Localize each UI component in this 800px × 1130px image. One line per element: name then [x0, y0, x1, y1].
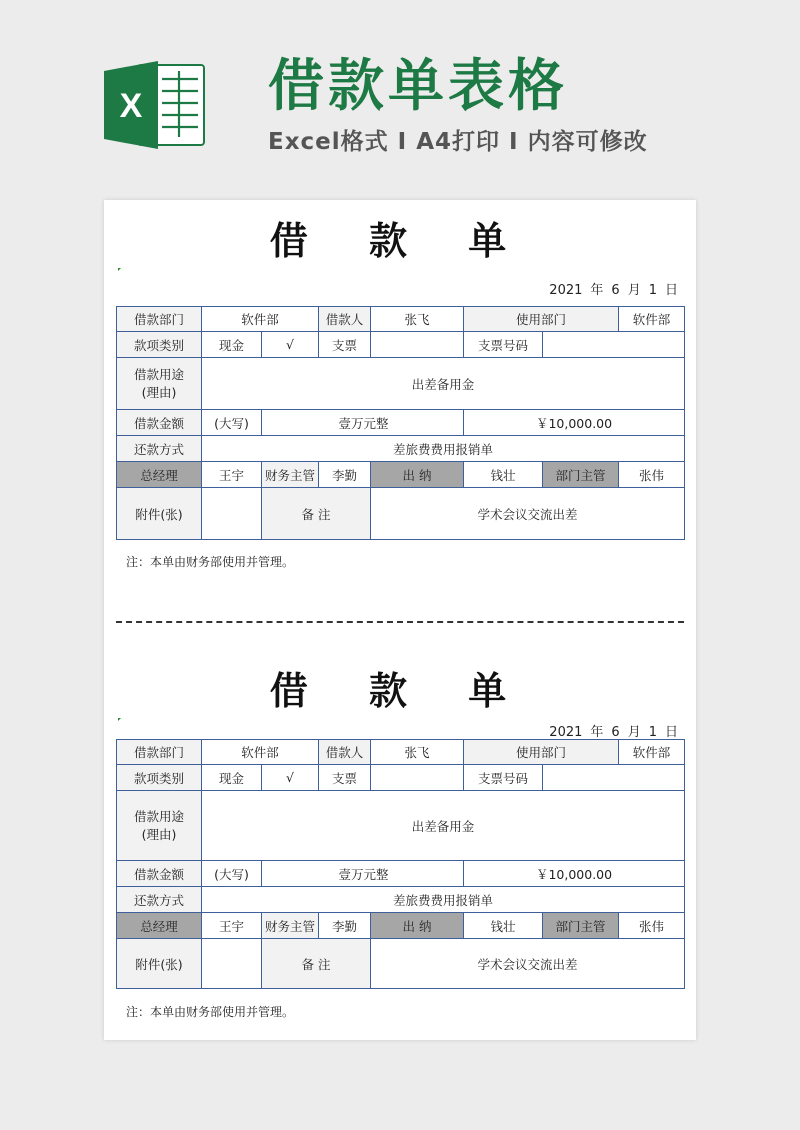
- repay-label: 还款方式: [117, 887, 202, 913]
- cashier-value[interactable]: 钱壮: [464, 462, 543, 488]
- use-dept-label: 使用部门: [464, 740, 619, 765]
- excel-logo-icon: [100, 57, 208, 153]
- borrower-value[interactable]: 张飞: [371, 740, 464, 765]
- finance-head-label: 财务主管: [262, 913, 319, 939]
- gm-value[interactable]: 王宇: [202, 913, 262, 939]
- gm-label: 总经理: [117, 913, 202, 939]
- borrower-value[interactable]: 张飞: [371, 307, 464, 332]
- finance-head-value[interactable]: 李勤: [319, 913, 371, 939]
- dept-head-label: 部门主管: [543, 913, 619, 939]
- cheque-label: 支票: [319, 765, 371, 791]
- attachments-label: 附件(张): [117, 939, 202, 989]
- purpose-value[interactable]: 出差备用金: [202, 791, 685, 861]
- form-title: 借 款 单: [269, 219, 531, 263]
- date-month: 6: [611, 725, 620, 740]
- cash-label: 现金: [202, 332, 262, 358]
- amount-value[interactable]: ￥10,000.00: [464, 410, 685, 436]
- dept-value[interactable]: 软件部: [202, 740, 319, 765]
- cell-corner-mark: [118, 718, 121, 721]
- purpose-value[interactable]: 出差备用金: [202, 358, 685, 410]
- banner-title: 借款单表格: [268, 54, 568, 119]
- date-year-unit: 年: [590, 283, 604, 298]
- borrower-label: 借款人: [319, 307, 371, 332]
- attachments-value[interactable]: [202, 939, 262, 989]
- dept-head-value[interactable]: 张伟: [619, 913, 685, 939]
- cash-check[interactable]: √: [262, 332, 319, 358]
- date-day-unit: 日: [664, 725, 678, 740]
- purpose-label: 借款用途 (理由): [117, 791, 202, 861]
- cell-corner-mark: [118, 268, 121, 271]
- use-dept-value[interactable]: 软件部: [619, 740, 685, 765]
- cheque-no-value[interactable]: [543, 332, 685, 358]
- amount-upper-value[interactable]: 壹万元整: [262, 861, 464, 887]
- paper-sheet: [104, 200, 696, 1040]
- form-note: 注：本单由财务部使用并管理。: [126, 555, 295, 569]
- cheque-no-label: 支票号码: [464, 765, 543, 791]
- type-label: 款项类别: [117, 332, 202, 358]
- date-day: 1: [648, 283, 657, 298]
- form-note: 注：本单由财务部使用并管理。: [126, 1005, 295, 1019]
- date-year: 2021: [549, 725, 583, 740]
- amount-value[interactable]: ￥10,000.00: [464, 861, 685, 887]
- remark-label: 备 注: [262, 939, 371, 989]
- date-day-unit: 日: [664, 283, 678, 298]
- date-line: [541, 721, 678, 740]
- cheque-check[interactable]: [371, 332, 464, 358]
- date-year: 2021: [549, 283, 583, 298]
- logo-letter: X: [119, 87, 143, 125]
- form-title: 借 款 单: [269, 669, 531, 713]
- cashier-label: 出 纳: [371, 462, 464, 488]
- date-month: 6: [611, 283, 620, 298]
- remark-label: 备 注: [262, 488, 371, 540]
- attachments-value[interactable]: [202, 488, 262, 540]
- repay-label: 还款方式: [117, 436, 202, 462]
- date-year-unit: 年: [590, 725, 604, 740]
- use-dept-value[interactable]: 软件部: [619, 307, 685, 332]
- loan-table: [116, 739, 685, 989]
- dept-value[interactable]: 软件部: [202, 307, 319, 332]
- loan-table: [116, 306, 685, 540]
- remark-value[interactable]: 学术会议交流出差: [371, 488, 685, 540]
- amount-upper-value[interactable]: 壹万元整: [262, 410, 464, 436]
- cheque-no-label: 支票号码: [464, 332, 543, 358]
- type-label: 款项类别: [117, 765, 202, 791]
- date-line: [541, 279, 678, 298]
- borrower-label: 借款人: [319, 740, 371, 765]
- amount-upper-label: (大写): [202, 861, 262, 887]
- purpose-label: 借款用途 (理由): [117, 358, 202, 410]
- date-day: 1: [648, 725, 657, 740]
- amount-upper-label: (大写): [202, 410, 262, 436]
- attachments-label: 附件(张): [117, 488, 202, 540]
- amount-label: 借款金额: [117, 410, 202, 436]
- promo-banner: [0, 0, 800, 195]
- date-month-unit: 月: [627, 283, 641, 298]
- cheque-check[interactable]: [371, 765, 464, 791]
- dept-label: 借款部门: [117, 307, 202, 332]
- amount-label: 借款金额: [117, 861, 202, 887]
- cash-label: 现金: [202, 765, 262, 791]
- use-dept-label: 使用部门: [464, 307, 619, 332]
- finance-head-label: 财务主管: [262, 462, 319, 488]
- date-month-unit: 月: [627, 725, 641, 740]
- repay-value[interactable]: 差旅费费用报销单: [202, 887, 685, 913]
- cheque-label: 支票: [319, 332, 371, 358]
- cash-check[interactable]: √: [262, 765, 319, 791]
- dept-label: 借款部门: [117, 740, 202, 765]
- finance-head-value[interactable]: 李勤: [319, 462, 371, 488]
- cashier-label: 出 纳: [371, 913, 464, 939]
- cheque-no-value[interactable]: [543, 765, 685, 791]
- dept-head-value[interactable]: 张伟: [619, 462, 685, 488]
- cashier-value[interactable]: 钱壮: [464, 913, 543, 939]
- gm-label: 总经理: [117, 462, 202, 488]
- repay-value[interactable]: 差旅费费用报销单: [202, 436, 685, 462]
- remark-value[interactable]: 学术会议交流出差: [371, 939, 685, 989]
- dept-head-label: 部门主管: [543, 462, 619, 488]
- banner-subtitle: Excel格式 I A4打印 I 内容可修改: [268, 129, 648, 155]
- gm-value[interactable]: 王宇: [202, 462, 262, 488]
- cut-line: [116, 621, 684, 623]
